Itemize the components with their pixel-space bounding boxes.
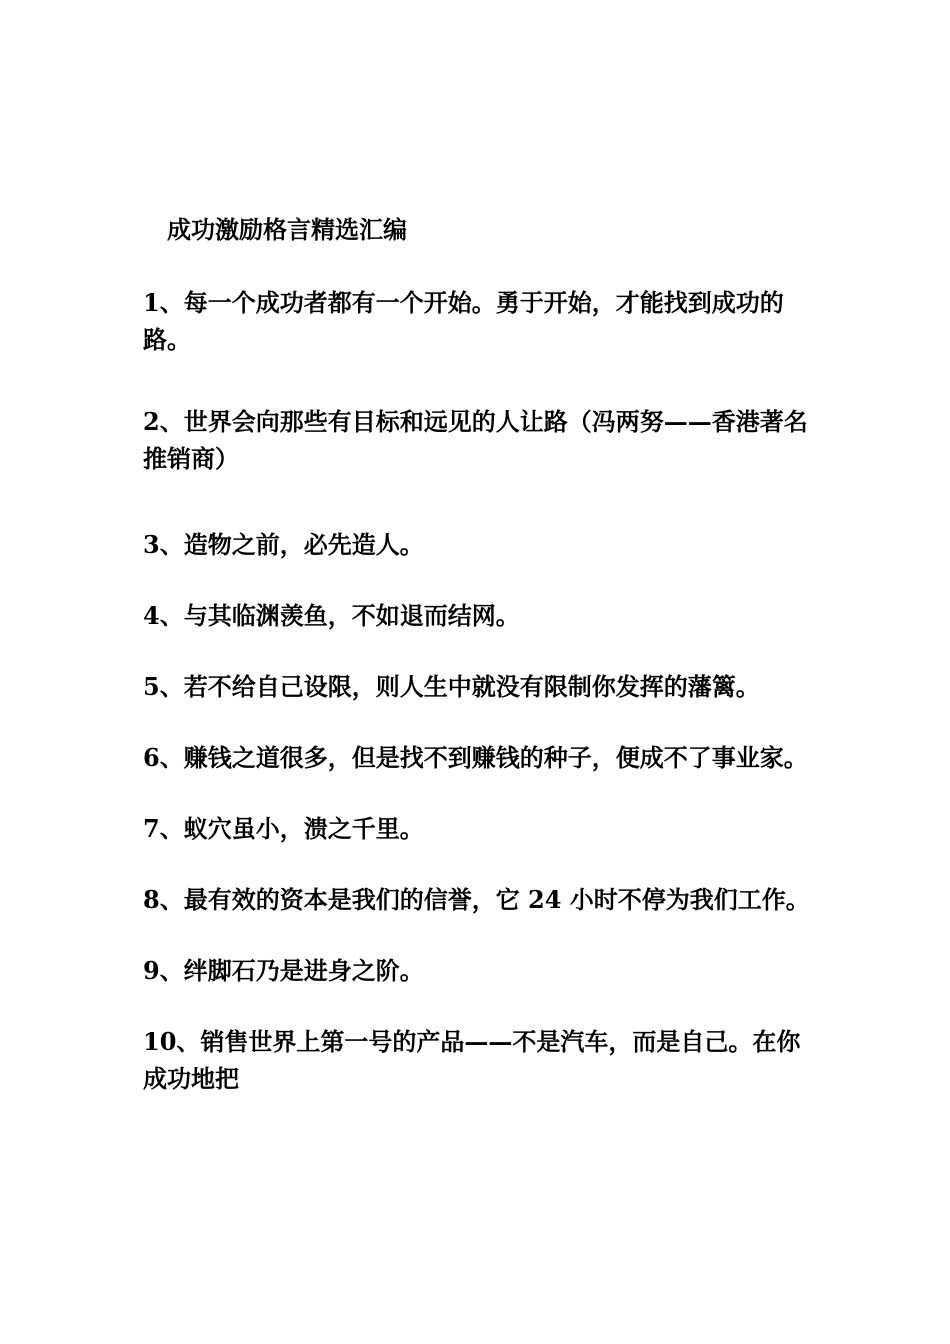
- list-item: [143, 597, 823, 634]
- item-number: 7、: [143, 814, 184, 843]
- item-number: 9、: [143, 956, 184, 985]
- list-item: [143, 881, 823, 918]
- item-number: 5、: [143, 672, 184, 701]
- item-number: 10、: [143, 1027, 201, 1056]
- list-item: [143, 403, 823, 477]
- item-text: 赚钱之道很多，但是找不到赚钱的种子，便成不了事业家。: [183, 743, 808, 772]
- item-text: 与其临渊羡鱼，不如退而结网。: [183, 601, 520, 630]
- item-text: 蚁穴虽小，溃之千里。: [183, 814, 424, 843]
- item-text: 造物之前，必先造人。: [183, 530, 424, 559]
- item-number: 8、: [143, 885, 184, 914]
- list-item: [143, 952, 823, 989]
- list-item: [143, 810, 823, 847]
- list-item: [143, 668, 823, 705]
- list-item: [143, 526, 823, 563]
- item-text: 绊脚石乃是进身之阶。: [183, 956, 424, 985]
- list-item: [143, 1023, 823, 1097]
- item-text: 每一个成功者都有一个开始。勇于开始，才能找到成功的路。: [143, 288, 784, 354]
- item-number: 2、: [143, 407, 184, 436]
- item-number: 1、: [143, 288, 184, 317]
- list-item: [143, 739, 823, 776]
- item-number: 3、: [143, 530, 184, 559]
- item-number: 4、: [143, 601, 184, 630]
- list-item: [143, 284, 823, 358]
- item-text: 若不给自己设限，则人生中就没有限制你发挥的藩篱。: [183, 672, 760, 701]
- item-text: 世界会向那些有目标和远见的人让路（冯两努——香港著名推销商）: [143, 407, 808, 473]
- item-text: 销售世界上第一号的产品——不是汽车，而是自己。在你成功地把: [143, 1027, 801, 1093]
- item-number: 6、: [143, 743, 184, 772]
- document-title: 成功激励格言精选汇编: [167, 215, 407, 244]
- item-text: 最有效的资本是我们的信誉，它 24 小时不停为我们工作。: [183, 885, 810, 914]
